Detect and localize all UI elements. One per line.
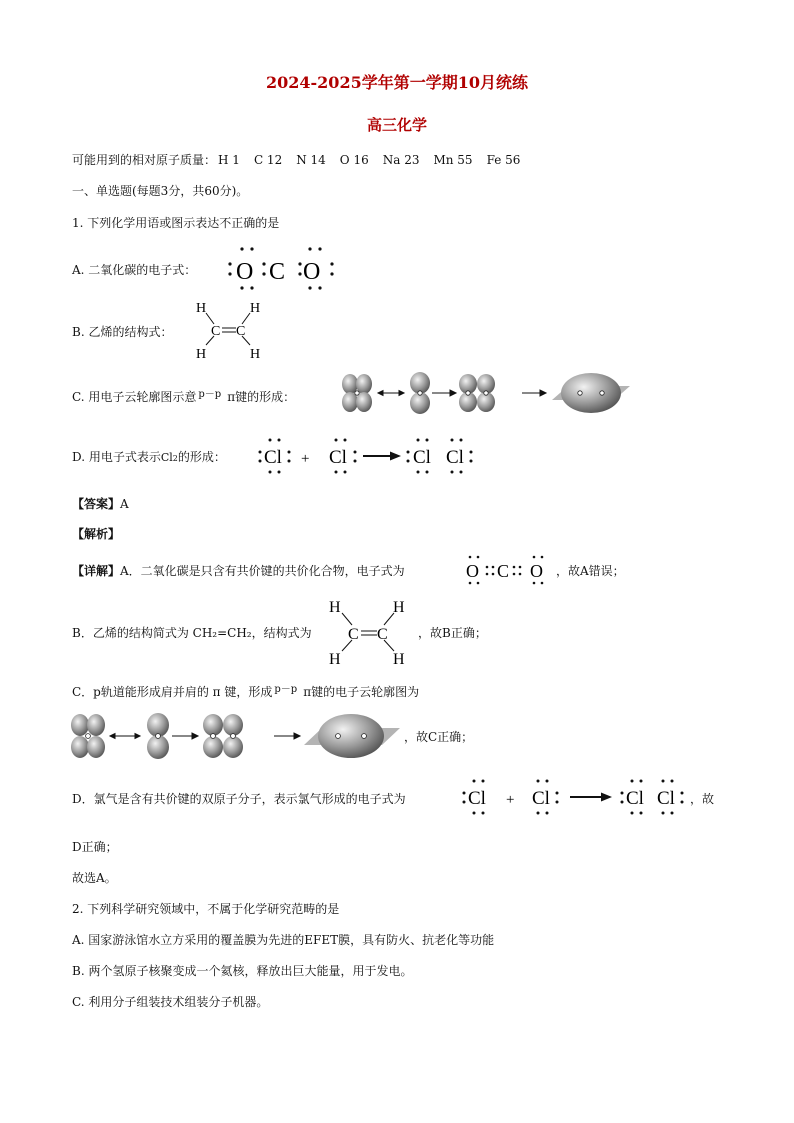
option-d-suffix: 的形成： (177, 450, 226, 464)
cl2-formation-diagram-detail (458, 777, 688, 817)
atomic-mass: C 12 (253, 153, 283, 167)
oxygen-symbol: O (303, 259, 321, 285)
detail-a-line (72, 562, 405, 580)
section-heading: 一、单选题(每题3分，共60分)。 (72, 184, 249, 198)
chlorine-symbol: Cl (329, 447, 347, 468)
carbon-symbol: C (348, 626, 359, 643)
oxygen-symbol: O (466, 561, 479, 581)
chlorine-symbol: Cl (264, 447, 282, 468)
option-c-prefix: C. 用电子云轮廓图示意 (72, 390, 197, 404)
hydrogen-symbol: H (329, 651, 341, 668)
detail-d-text: D．氯气是含有共价键的双原子分子，表示氯气形成的电子式为 (72, 792, 406, 806)
carbon-symbol: C (269, 259, 286, 285)
analysis-label: 【解析】 (72, 527, 121, 541)
chlorine-symbol: Cl (446, 447, 464, 468)
atomic-mass: H 1 (218, 153, 240, 167)
hydrogen-symbol: H (329, 599, 341, 616)
hydrogen-symbol: H (250, 347, 261, 362)
exam-title: 2024-2025学年第一学期10月统练 (266, 73, 528, 92)
answer-value: A (120, 497, 129, 511)
question-2-option-c: C. 利用分子组装技术组装分子机器。 (72, 995, 269, 1009)
option-d-cl: Cl (160, 451, 173, 464)
detail-c-line (72, 681, 419, 701)
ethylene-structural-formula (188, 296, 268, 362)
option-d-label (72, 448, 226, 468)
detail-label: 【详解】 (72, 564, 121, 578)
atomic-mass: Fe 56 (486, 153, 521, 167)
atomic-mass: O 16 (339, 153, 369, 167)
hydrogen-symbol: H (250, 301, 261, 316)
co2-electron-formula-detail (463, 553, 553, 587)
hydrogen-symbol: H (196, 301, 207, 316)
detail-c-pp: p－p (274, 684, 298, 695)
option-d-prefix: D. 用电子式表示 (72, 450, 161, 464)
hydrogen-symbol: H (393, 599, 405, 616)
cl2-formation-diagram (255, 436, 477, 476)
option-d-subscript: 2 (172, 454, 178, 463)
pi-bond-orbital-diagram (340, 370, 632, 416)
detail-a-text: A．二氧化碳是只含有共价键的共价化合物，电子式为 (120, 564, 405, 578)
option-c-suffix: π键的形成： (227, 390, 296, 404)
detail-c-suffix: ，故C正确； (404, 730, 474, 744)
question-1-stem: 1. 下列化学用语或图示表达不正确的是 (72, 216, 280, 230)
oxygen-symbol: O (530, 561, 543, 581)
hydrogen-symbol: H (196, 347, 207, 362)
question-2-stem: 2. 下列科学研究领域中，不属于化学研究范畴的是 (72, 902, 340, 916)
question-2-option-a: A. 国家游泳馆水立方采用的覆盖膜为先进的EFET膜，具有防火、抗老化等功能 (72, 933, 495, 947)
pi-bond-orbital-diagram-detail (70, 711, 402, 761)
exam-subject: 高三化学 (366, 116, 427, 134)
question-2-option-b: B. 两个氢原子核聚变成一个氦核，释放出巨大能量，用于发电。 (72, 964, 413, 978)
option-c-pp: p－p (198, 389, 222, 400)
co2-electron-formula (224, 244, 340, 292)
detail-d-conclusion: D正确； (72, 840, 118, 854)
atomic-mass: N 14 (296, 153, 326, 167)
atomic-mass: Mn 55 (433, 153, 473, 167)
oxygen-symbol: O (236, 259, 254, 285)
atomic-mass: Na 23 (382, 153, 420, 167)
answer-line (72, 495, 129, 513)
ethylene-structural-formula-detail (322, 596, 414, 668)
answer-label: 【答案】 (72, 497, 121, 511)
hydrogen-symbol: H (393, 651, 405, 668)
atomic-masses-intro: 可能用到的相对原子质量： (72, 153, 217, 167)
carbon-symbol: C (211, 324, 221, 339)
option-c-label (72, 386, 295, 406)
detail-b-text: B．乙烯的结构简式为 CH₂=CH₂，结构式为 (72, 626, 312, 640)
chlorine-symbol: Cl (413, 447, 431, 468)
detail-b-suffix: ，故B正确； (418, 626, 487, 640)
question-1-conclusion: 故选A。 (72, 871, 117, 885)
chlorine-symbol: Cl (468, 788, 486, 809)
detail-c-text-2: π键的电子云轮廓图为 (303, 685, 420, 699)
plus-sign: + (506, 792, 515, 808)
atomic-masses (72, 151, 534, 169)
option-a-label: A. 二氧化碳的电子式： (72, 263, 197, 277)
carbon-symbol: C (377, 626, 388, 643)
detail-c-text: C．p轨道能形成肩并肩的 π 键，形成 (72, 685, 273, 699)
chlorine-symbol: Cl (657, 788, 675, 809)
carbon-symbol: C (236, 324, 246, 339)
carbon-symbol: C (497, 561, 510, 581)
detail-a-suffix: ，故A错误； (556, 564, 625, 578)
chlorine-symbol: Cl (626, 788, 644, 809)
plus-sign: + (301, 451, 310, 467)
detail-d-suffix: ，故 (690, 792, 715, 806)
option-b-label: B. 乙烯的结构式： (72, 325, 173, 339)
chlorine-symbol: Cl (532, 788, 550, 809)
